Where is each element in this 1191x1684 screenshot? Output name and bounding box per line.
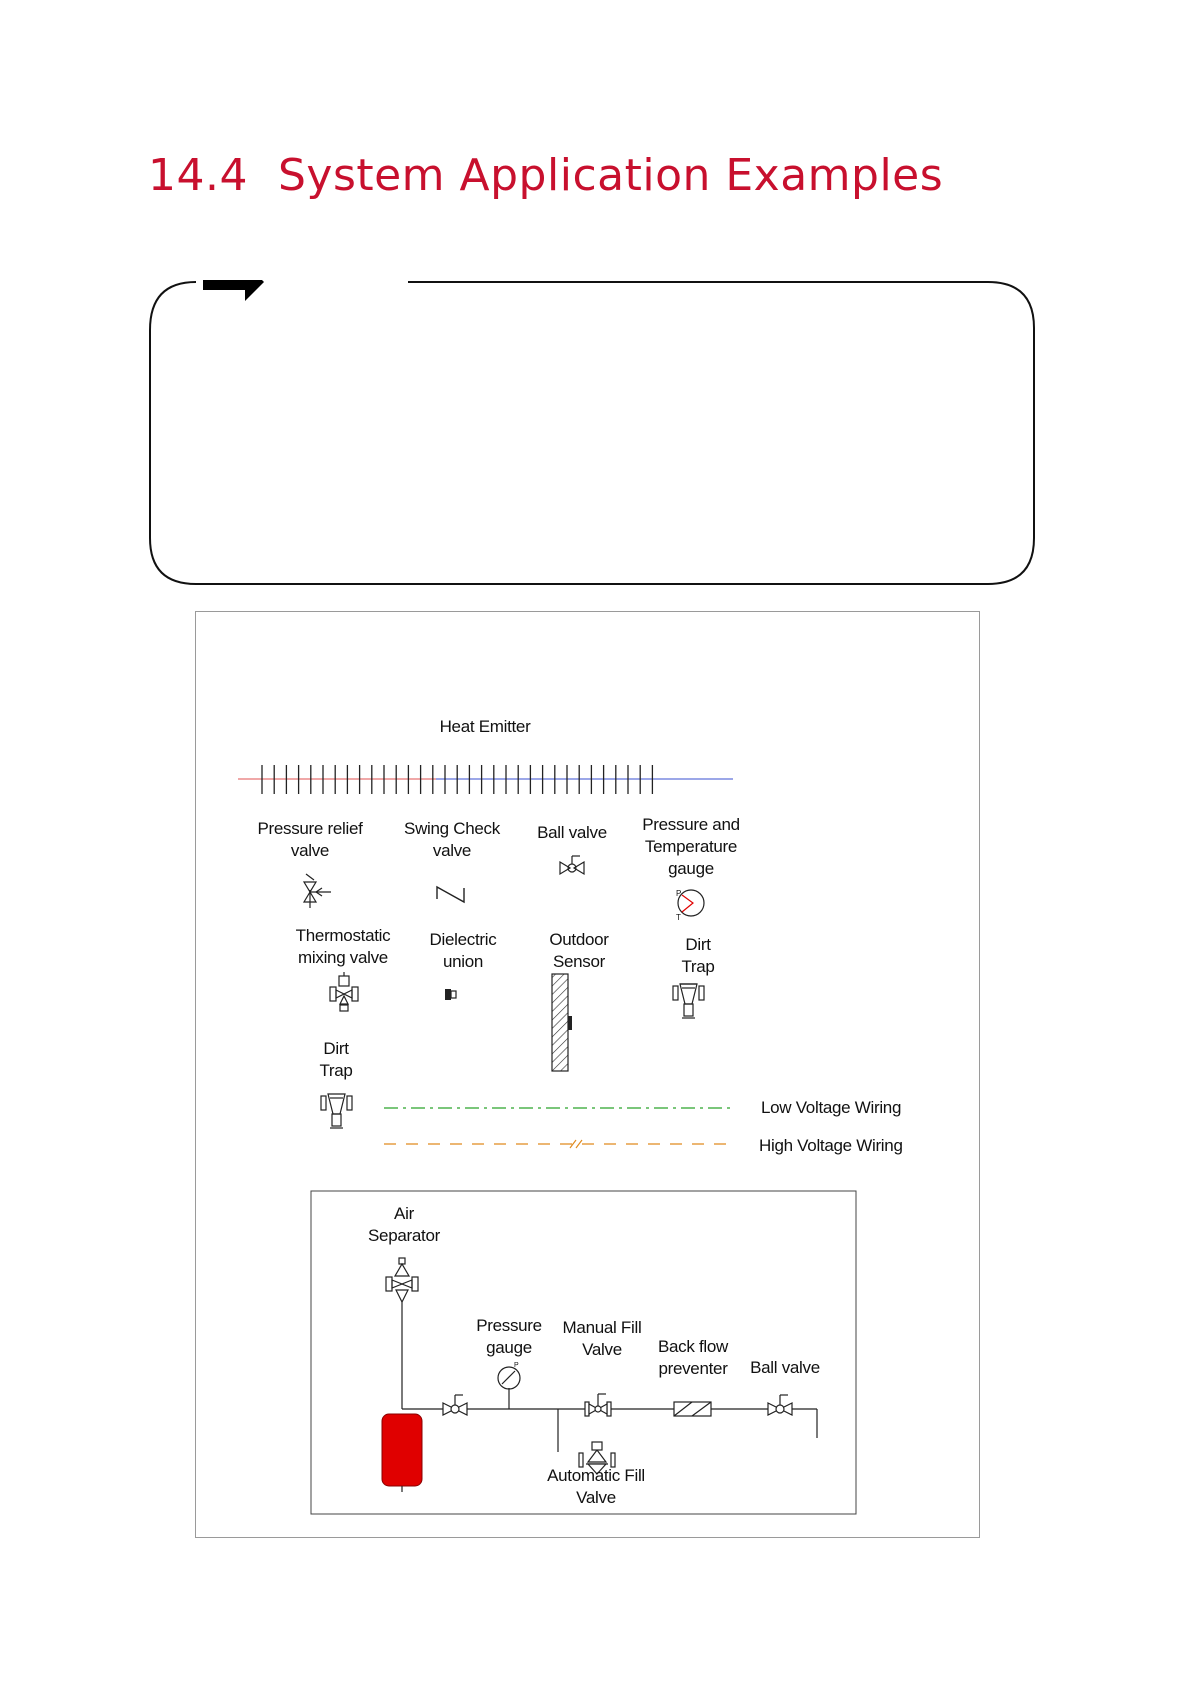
manual-fill-valve-label: Manual Fill Valve <box>562 1318 642 1359</box>
pt-gauge-label: Pressure and Temperature gauge <box>642 815 740 878</box>
dielectric-union-label: Dielectric union <box>429 930 497 971</box>
air-separator-label: Air Separator <box>368 1204 440 1245</box>
pt-gauge-icon <box>676 889 704 922</box>
back-flow-preventer-icon <box>674 1402 711 1416</box>
fill-piping <box>402 1388 817 1452</box>
ball-valve-icon <box>560 856 584 874</box>
note-box <box>148 280 1036 586</box>
svg-text:T: T <box>676 913 681 922</box>
ball-valve-label: Ball valve <box>750 1358 820 1377</box>
ball-valve-icon <box>768 1395 792 1415</box>
heat-emitter-label: Heat Emitter <box>439 717 531 736</box>
manual-fill-valve-icon <box>585 1394 611 1416</box>
dirt-trap-icon <box>673 984 704 1018</box>
ball-valve-icon <box>443 1395 467 1415</box>
svg-text:P: P <box>676 889 682 898</box>
legend-drawing <box>196 612 981 1539</box>
dirt-trap-icon <box>321 1094 352 1128</box>
arrow-right-icon <box>203 280 264 301</box>
swing-check-valve-icon <box>437 887 464 902</box>
pressure-relief-valve-icon <box>304 874 331 908</box>
dirt-trap-label: Dirt Trap <box>319 1039 353 1080</box>
pressure-gauge-icon <box>498 1362 520 1389</box>
section-title: System Application Examples <box>277 150 944 201</box>
automatic-fill-valve-label: Automatic Fill Valve <box>547 1466 645 1507</box>
thermostatic-mixing-valve-icon <box>330 972 358 1011</box>
piping-legend-figure <box>195 611 980 1538</box>
outdoor-sensor-icon <box>552 974 572 1071</box>
pressure-gauge-label: Pressure gauge <box>476 1316 542 1357</box>
dirt-trap-label: Dirt Trap <box>681 935 715 976</box>
dielectric-union-icon <box>445 989 456 1000</box>
pressure-relief-valve-label: Pressure relief valve <box>257 819 363 860</box>
section-number: 14.4 <box>148 150 248 201</box>
outdoor-sensor-label: Outdoor Sensor <box>549 930 609 971</box>
low-voltage-wiring-label: Low Voltage Wiring <box>761 1098 902 1117</box>
air-separator-icon <box>386 1258 418 1409</box>
ball-valve-label: Ball valve <box>537 823 607 842</box>
expansion-tank-icon <box>382 1414 422 1492</box>
heat-emitter-symbol <box>238 765 733 794</box>
high-voltage-wiring-line <box>384 1140 734 1148</box>
swing-check-valve-label: Swing Check valve <box>404 819 500 860</box>
thermostatic-mixing-valve-label: Thermostatic mixing valve <box>295 926 391 967</box>
back-flow-preventer-label: Back flow preventer <box>657 1337 729 1378</box>
svg-text:P: P <box>514 1362 519 1369</box>
section-heading <box>148 150 943 201</box>
high-voltage-wiring-label: High Voltage Wiring <box>759 1136 903 1155</box>
